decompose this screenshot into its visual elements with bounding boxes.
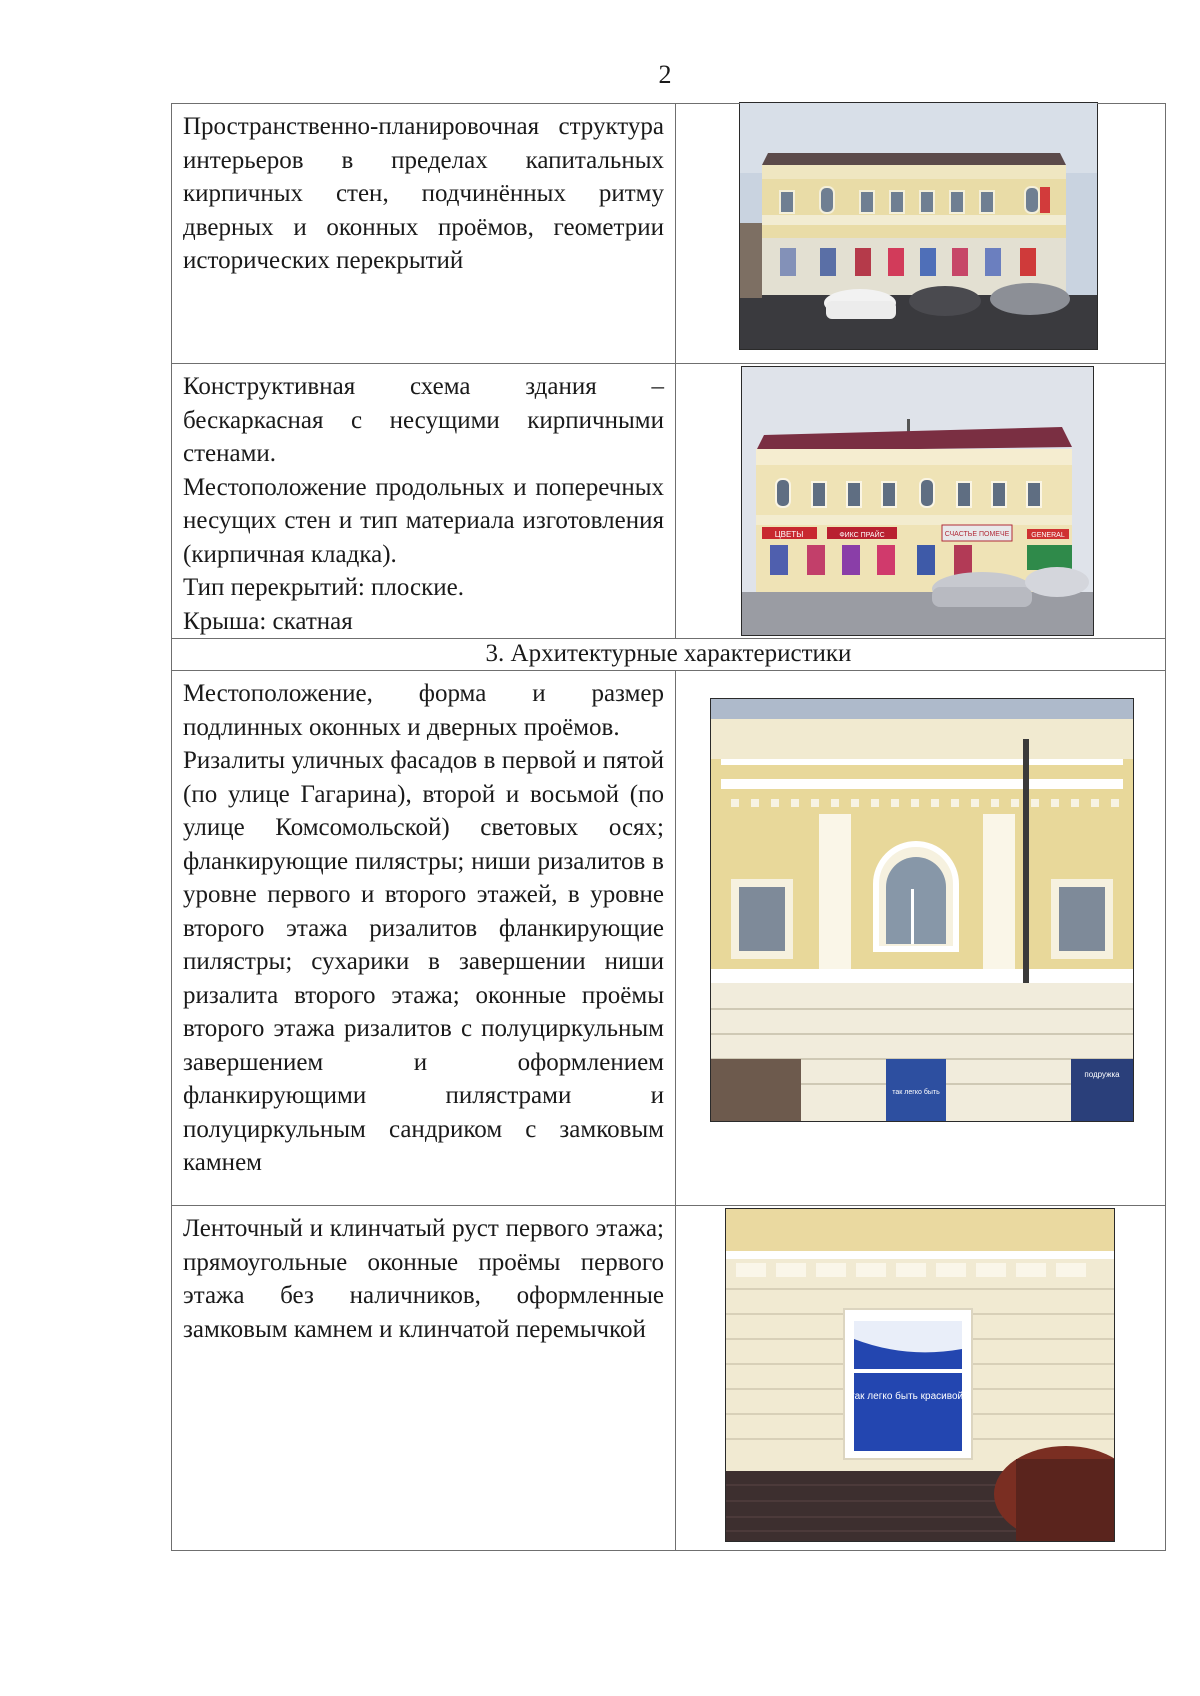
description-text: Местоположение продольных и поперечных несущих стен и тип материала изготовления (кирпичная кладка).	[183, 473, 664, 568]
shop-sign: подружка	[1084, 1070, 1120, 1079]
description-cell	[172, 671, 676, 1206]
description-text: Ризалиты уличных фасадов в первой и пятой (по улице Гагарина), второй и восьмой (по улице Комсомольской) световых осях; фланкирующие пилястры; ниши ризалитов в уровне первого и второго этажей, в уровне второго этажа ризалитов фланкирующие пилястры; сухарики в завершении ниши ризалита второго этажа; оконные проёмы второго этажа ризалитов с полуциркульным завершением и оформлением фланкирующими пилястрами и полуциркульным сандриком с замковым камнем	[183, 747, 664, 1176]
table-row	[172, 364, 1166, 639]
description-text: Крыша: скатная	[183, 607, 353, 635]
description-text: Пространственно-планировочная структура интерьеров в пределах капитальных кирпичных стен, подчинённых ритму дверных и оконных проёмов, геометрии исторических перекрытий	[183, 113, 664, 274]
shop-sign: СЧАСТЬЕ ПОМЕЧЕ	[944, 531, 1010, 538]
shop-sign: ЦВЕТЫ	[774, 530, 804, 539]
description-text: Ленточный и клинчатый руст первого этажа; прямоугольные оконные проёмы первого этажа без наличников, оформленные замковым камнем и клинчатой перемычкой	[183, 1215, 664, 1343]
photo-cell	[676, 364, 1166, 639]
description-cell	[172, 1206, 676, 1551]
description-cell	[172, 104, 676, 364]
shop-sign: ФИКС ПРАЙС	[839, 532, 885, 539]
description-text: Конструктивная схема здания – бескаркасная с несущими кирпичными стенами.	[183, 373, 664, 467]
facade-photo-corner-view	[739, 102, 1098, 350]
photo-cell	[676, 671, 1166, 1206]
window-poster-text: так легко быть красивой!	[850, 1391, 966, 1402]
table-row	[172, 639, 1166, 671]
table-row	[172, 671, 1166, 1206]
shop-sign: GENERAL	[1031, 532, 1065, 539]
window-poster-text: так легко быть	[892, 1089, 940, 1096]
table-row	[172, 104, 1166, 364]
description-cell	[172, 364, 676, 639]
photo-cell	[676, 1206, 1166, 1551]
section-title: 3. Архитектурные характеристики	[485, 640, 852, 667]
ground-floor-window-photo	[725, 1208, 1115, 1542]
section-title-cell	[172, 639, 1166, 671]
facade-photo-street-view	[741, 366, 1094, 636]
table-row	[172, 1206, 1166, 1551]
photo-cell	[676, 104, 1166, 364]
page-number: 2	[658, 60, 672, 89]
description-text: Местоположение, форма и размер подлинных оконных и дверных проёмов.	[183, 680, 664, 741]
description-text: Тип перекрытий: плоские.	[183, 574, 464, 601]
risalit-window-detail-photo	[710, 698, 1134, 1122]
characteristics-table	[171, 103, 1166, 1551]
